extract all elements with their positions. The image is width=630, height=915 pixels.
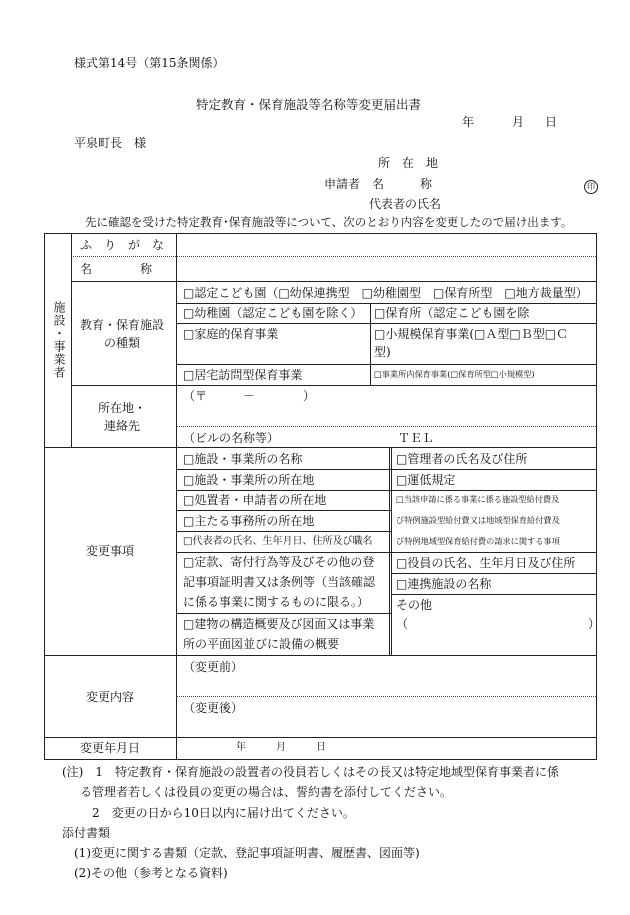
note-1: (注) 1 特定教育・保育施設の設置者の役員若しくはその長又は特定地域型保育事業者に係	[62, 765, 560, 779]
tel-field[interactable]: ＴＥＬ	[398, 431, 435, 445]
date-year: 年	[462, 115, 475, 129]
address-label-2: 連絡先	[104, 419, 141, 433]
change-item-building-1[interactable]: □建物の構造概要及び図面又は事業	[183, 617, 375, 631]
changes-label: 変更事項	[86, 544, 135, 558]
change-item-partner-facility[interactable]: □連携施設の名称	[396, 577, 492, 591]
note-1-cont: る管理者若しくは役員の変更の場合は、誓約書を添付してください。	[80, 785, 453, 799]
change-item-manager[interactable]: □管理者の氏名及び住所	[396, 452, 528, 466]
change-item-billing-1[interactable]: □当該申請に係る事業に係る施設型給付費及	[396, 494, 560, 504]
building-name-field[interactable]: （ビルの名称等）	[183, 431, 280, 445]
after-field[interactable]	[177, 717, 595, 736]
applicant-name-label: 名 称	[372, 177, 433, 191]
intro-text: 先に確認を受けた特定教育･保育施設等について、次のとおり内容を変更したので届け出ます。	[85, 215, 573, 229]
checkbox-youchien[interactable]: □幼稚園（認定こども園を除く）	[183, 306, 363, 320]
change-item-billing-3: び特例地域型保育給付費の請求に関する事項	[396, 536, 560, 546]
change-item-building-2: 所の平面図並びに設備の概要	[183, 637, 340, 651]
facility-name-field[interactable]	[177, 257, 595, 281]
checkbox-shokibo[interactable]: □小規模保育事業(□Ａ型□Ｂ型□Ｃ	[374, 327, 569, 341]
applicant-address-label: 所 在 地	[378, 156, 439, 170]
facility-type-label-2: の種類	[104, 336, 141, 350]
furigana-field[interactable]	[177, 234, 595, 256]
content-label: 変更内容	[86, 690, 135, 704]
date-month: 月	[512, 115, 525, 129]
change-item-location[interactable]: □施設・事業所の所在地	[183, 473, 315, 487]
change-item-representative[interactable]: □代表者の氏名、生年月日、住所及び職名	[183, 536, 373, 547]
after-label: （変更後）	[183, 701, 244, 715]
change-item-other[interactable]: その他	[396, 598, 433, 612]
checkbox-jigyosho[interactable]: □事業所内保育事業(□保育所型□小規模型)	[374, 369, 535, 379]
address-label-1: 所在地・	[98, 401, 147, 415]
checkbox-kyotaku[interactable]: □居宅訪問型保育事業	[183, 368, 303, 382]
seal-mark: 印	[584, 180, 598, 194]
change-item-officers[interactable]: □役員の氏名、生年月日及び住所	[396, 556, 576, 570]
change-date-year: 年	[236, 742, 246, 753]
note-2: 2 変更の日から10日以内に届け出てください。	[92, 806, 355, 820]
date-day: 日	[545, 115, 558, 129]
before-label: （変更前）	[183, 660, 244, 674]
checkbox-shokibo-cont: 型)	[374, 345, 391, 359]
change-item-other-field[interactable]: （ ）	[396, 617, 601, 631]
before-field[interactable]	[177, 676, 595, 695]
attachment-1: (1)変更に関する書類（定款、登記事項証明書、履歴書、図面等)	[74, 846, 420, 860]
change-item-articles-2: 記事項証明書又は条例等（当該確認	[183, 575, 376, 589]
checkbox-hoikusho[interactable]: □保育所（認定こども園を除	[374, 306, 530, 320]
facility-name-label: 名 称	[80, 262, 153, 276]
furigana-label: ふ り が な	[80, 238, 165, 252]
applicant-label: 申請者	[324, 177, 361, 191]
change-item-applicant-address[interactable]: □処置者・申請者の所在地	[183, 493, 327, 507]
change-item-articles-1[interactable]: □定款、寄付行為等及びその他の登	[183, 555, 375, 569]
change-item-articles-3: に係る事業に関するものに限る。）	[183, 595, 370, 609]
attachments-title: 添付書類	[62, 826, 111, 840]
change-item-regulations[interactable]: □運低規定	[396, 473, 456, 487]
change-date-month: 月	[276, 742, 286, 753]
change-item-main-office[interactable]: □主たる事務所の所在地	[183, 514, 315, 528]
document-title: 特定教育・保育施設等名称等変更届出書	[196, 97, 422, 112]
addressee: 平泉町長 様	[74, 136, 147, 150]
facility-group-label: 施設・事業者	[52, 301, 66, 379]
facility-type-label-1: 教育・保育施設	[80, 318, 165, 332]
change-item-name[interactable]: □施設・事業所の名称	[183, 452, 303, 466]
change-date-label: 変更年月日	[80, 741, 141, 755]
checkbox-katei[interactable]: □家庭的保育事業	[183, 327, 279, 341]
checkbox-nintei[interactable]: □認定こども園（□幼保連携型 □幼稚園型 □保育所型 □地方裁量型）	[183, 286, 588, 300]
change-item-billing-2: び特例施設型給付費又は地域型保育給付費及	[396, 515, 560, 525]
form-number: 様式第14号（第15条関係）	[74, 56, 225, 70]
attachment-2: (2)その他（参考となる資料)	[74, 866, 228, 880]
postal-code-field[interactable]: （〒 － ）	[183, 389, 316, 403]
representative-label: 代表者の氏名	[369, 197, 442, 211]
change-date-day: 日	[316, 742, 326, 753]
